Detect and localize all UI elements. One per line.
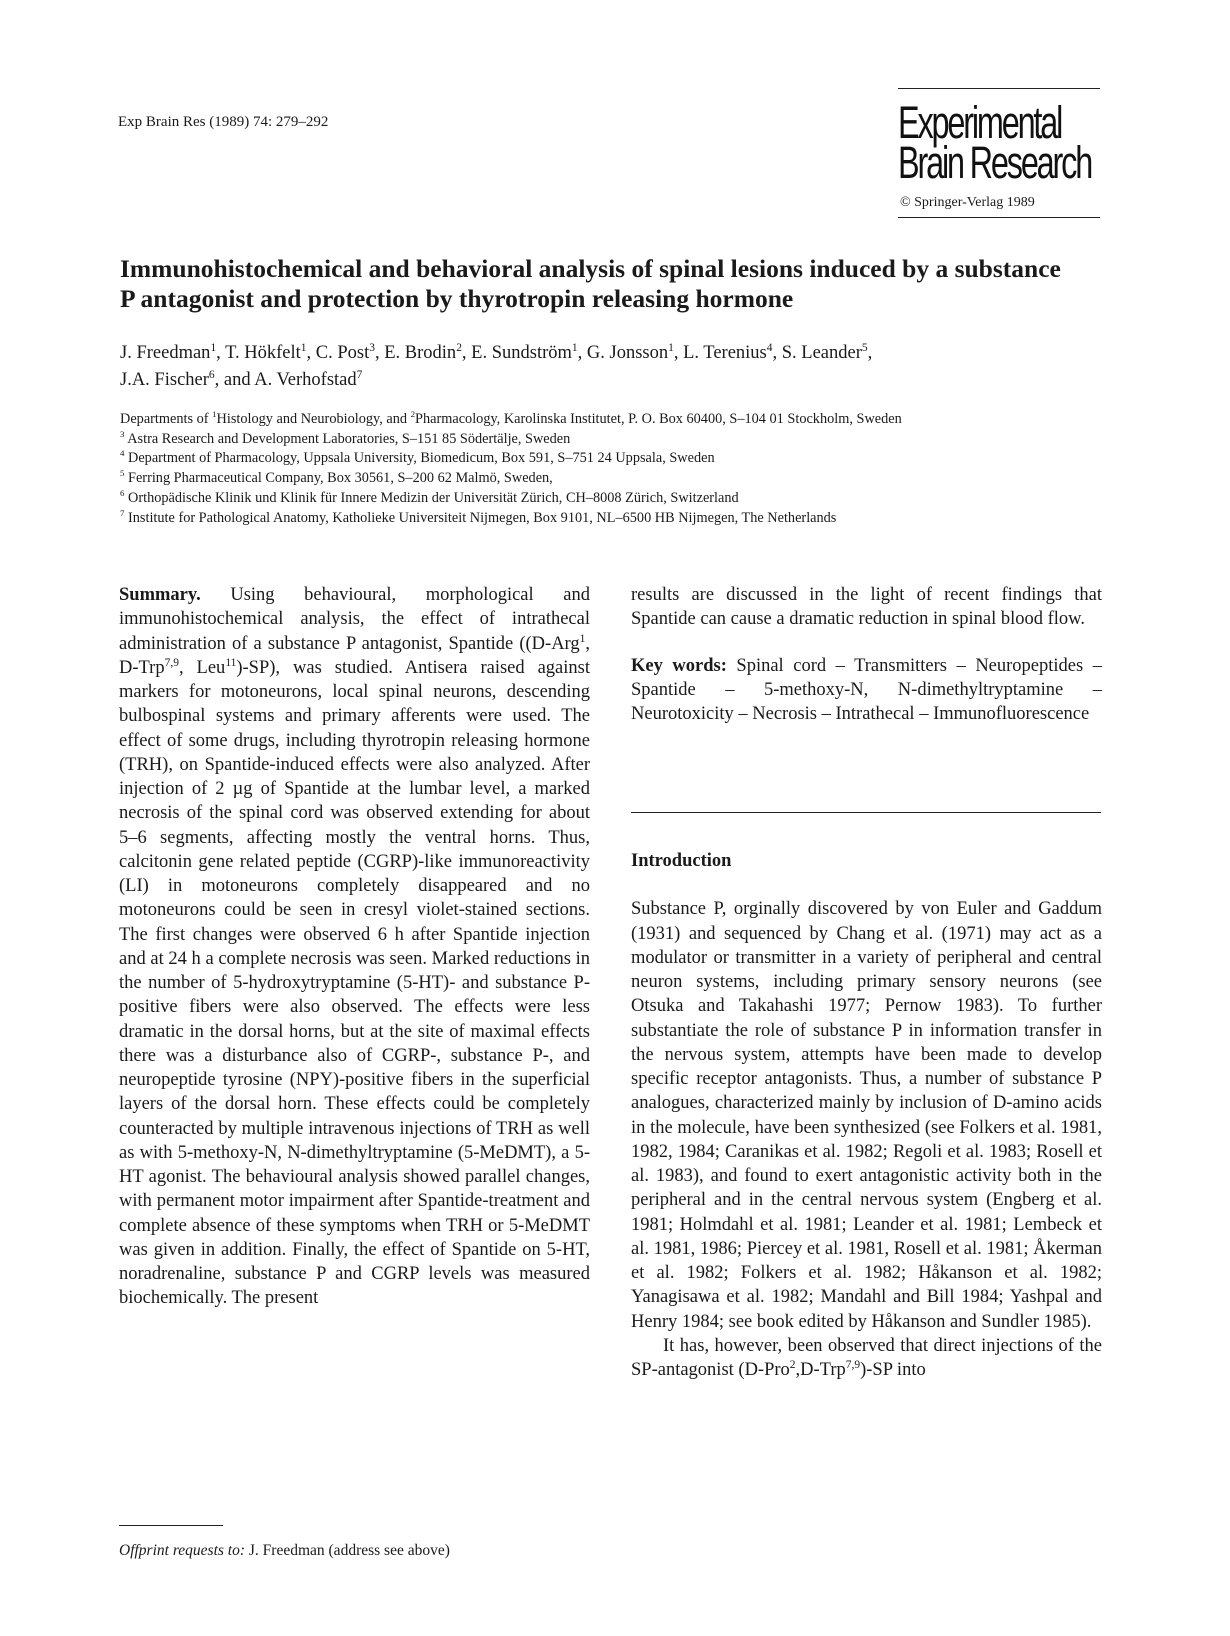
author: T. Hökfelt$^1$ <box>225 341 307 363</box>
introduction-paragraph-2: It has, however, been observed that direct injections of the SP-antagonist (D-Pro$^2$,D-Trp$^{7,9}$)-SP into <box>631 1335 1102 1380</box>
author-list: J. Freedman$^1$, T. Hökfelt$^1$, C. Post$^3$, E. Brodin$^2$, E. Sundström$^1$, G. Jonsson$^1$, L. Terenius$^4$, S. Leander$^5$, J.A. Fischer$^6$, and A. Verhofstad$^7$ <box>120 341 873 390</box>
author: E. Brodin$^2$ <box>384 341 462 363</box>
footnote-rule <box>119 1525 223 1526</box>
introduction-paragraph-1: Substance P, orginally discovered by von Euler and Gaddum (1931) and sequenced by Chang et al. (1971) may act as a modulator or transmitter in a variety of peripheral and central neuron systems, including primary sensory neurons (see Otsuka and Takahashi 1977; Pernow 1983). To further substantiate the role of substance P in information transfer in the nervous system, attempts have been made to develop specific receptor antagonists. Thus, a number of substance P analogues, characterized mainly by inclusion of D-amino acids in the molecule, have been synthesized (see Folkers et al. 1981, 1982, 1984; Caranikas et al. 1982; Regoli et al. 1983; Rosell et al. 1983), and found to exert antagonistic activity both in the peripheral and in the central nervous system (Engberg et al. 1981; Holmdahl et al. 1981; Leander et al. 1981; Lembeck et al. 1981, 1986; Piercey et al. 1981, Rosell et al. 1981; Åkerman et al. 1982; Folkers et al. 1982; Håkanson et al. 1982; Yanagisawa et al. 1982; Mandahl and Bill 1984; Yashpal and Henry 1984; see book edited by Håkanson and Sundler 1985). <box>631 899 1102 1332</box>
keywords-label: Key words: <box>631 655 727 676</box>
author: J.A. Fischer$^6$ <box>120 368 215 390</box>
logo-top-rule <box>898 88 1100 89</box>
article-title: Immunohistochemical and behavioral analysis of spinal lesions induced by a substance P antagonist and protection by thyrotropin releasing hormone <box>120 254 1061 313</box>
keywords: Key words: Spinal cord – Transmitters – Neuropeptides – Spantide – 5-methoxy-N, N-dimethyltryptamine – Neurotoxicity – Necrosis – Intrathecal – Immunofluorescence <box>631 655 1102 724</box>
summary-continuation: results are discussed in the light of recent findings that Spantide can cause a dramatic reduction in spinal blood flow. <box>631 585 1102 630</box>
author: S. Leander$^5$ <box>781 341 868 363</box>
journal-reference: Exp Brain Res (1989) 74: 279–292 <box>118 114 329 130</box>
summary-column <box>119 583 590 1311</box>
summary-label: Summary. <box>119 585 201 605</box>
author: L. Terenius$^4$ <box>683 341 773 363</box>
introduction-section <box>631 849 1102 1382</box>
journal-logo <box>898 88 1100 218</box>
affiliation-4: $^4$ Department of Pharmacology, Uppsala University, Biomedicum, Box 591, S–751 24 Uppsala, Sweden <box>120 448 715 467</box>
affiliation-7: $^7$ Institute for Pathological Anatomy, Katholieke Universiteit Nijmegen, Box 9101, NL–6500 HB Nijmegen, The Netherlands <box>120 507 837 526</box>
offprint-footnote: Offprint requests to: J. Freedman (address see above) <box>119 1542 450 1559</box>
affiliation-6: $^6$ Orthopädische Klinik und Klinik für Innere Medizin der Universität Zürich, CH–8008 Zürich, Switzerland <box>120 488 739 506</box>
introduction-heading: Introduction <box>631 851 732 871</box>
affiliation-5: $^5$ Ferring Pharmaceutical Company, Box 30561, S–200 62 Malmö, Sweden, <box>120 468 553 487</box>
author: E. Sundström$^1$ <box>471 341 578 363</box>
author: G. Jonsson$^1$ <box>586 341 674 363</box>
copyright-notice: © Springer-Verlag 1989 <box>900 195 1035 210</box>
right-column <box>631 583 1102 726</box>
affiliations <box>120 410 1110 528</box>
author: J. Freedman$^1$ <box>120 341 217 363</box>
author: C. Post$^3$ <box>315 341 375 363</box>
section-separator <box>631 812 1101 813</box>
summary-paragraph: Summary. Using behavioural, morphological and immunohistochemical analysis, the effect of intrathecal administration of a substance P antagonist, Spantide ((D-Arg$^1$, D-Trp$^{7,9}$, Leu$^{11}$)-SP), was studied. Antisera raised against markers for motoneurons, local spinal neurons, descending bulbospinal systems and primary afferents were used. The effect of some drugs, including thyrotropin releasing hormone (TRH), on Spantide-induced effects were also analyzed. After injection of 2 µg of Spantide at the lumbar level, a marked necrosis of the spinal cord was observed extending for about 5–6 segments, affecting mostly the ventral horns. Thus, calcitonin gene related peptide (CGRP)-like immunoreactivity (LI) in motoneurons completely disappeared and no motoneurons could be seen in cresyl violet-stained sections. The first changes were observed 6 h after Spantide injection and at 24 h a complete necrosis was seen. Marked reductions in the number of 5-hydroxytryptamine (5-HT)- and substance P-positive fibers were also observed. The effects were less dramatic in the dorsal horns, but at the site of maximal effects there was a disturbance also of CGRP-, substance P-, and neuropeptide tyrosine (NPY)-positive fibers in the superficial layers of the dorsal horn. These effects could be completely counteracted by multiple intravenous injections of TRH as well as with 5-methoxy-N, N-dimethyltryptamine (5-MeDMT), a 5-HT agonist. The behavioural analysis showed parallel changes, with permanent motor impairment after Spantide-treatment and complete absence of these symptoms when TRH or 5-MeDMT was given in addition. Finally, the effect of Spantide on 5-HT, noradrenaline, substance P and CGRP levels was measured biochemically. The present <box>119 585 591 1309</box>
logo-line-2: Brain Research <box>898 137 1092 188</box>
author: A. Verhofstad$^7$ <box>254 368 363 390</box>
logo-line-1: Experimental <box>898 97 1062 148</box>
affiliation-3: $^3$ Astra Research and Development Laboratories, S–151 85 Södertälje, Sweden <box>120 428 571 447</box>
affiliation-1-2: Departments of $^1$Histology and Neurobiology, and $^2$Pharmacology, Karolinska Institutet, P. O. Box 60400, S–104 01 Stockholm, Sweden <box>120 409 902 427</box>
logo-wordmark <box>898 97 1092 188</box>
logo-bottom-rule <box>898 217 1100 218</box>
footnote-label: Offprint requests to: <box>119 1542 246 1559</box>
